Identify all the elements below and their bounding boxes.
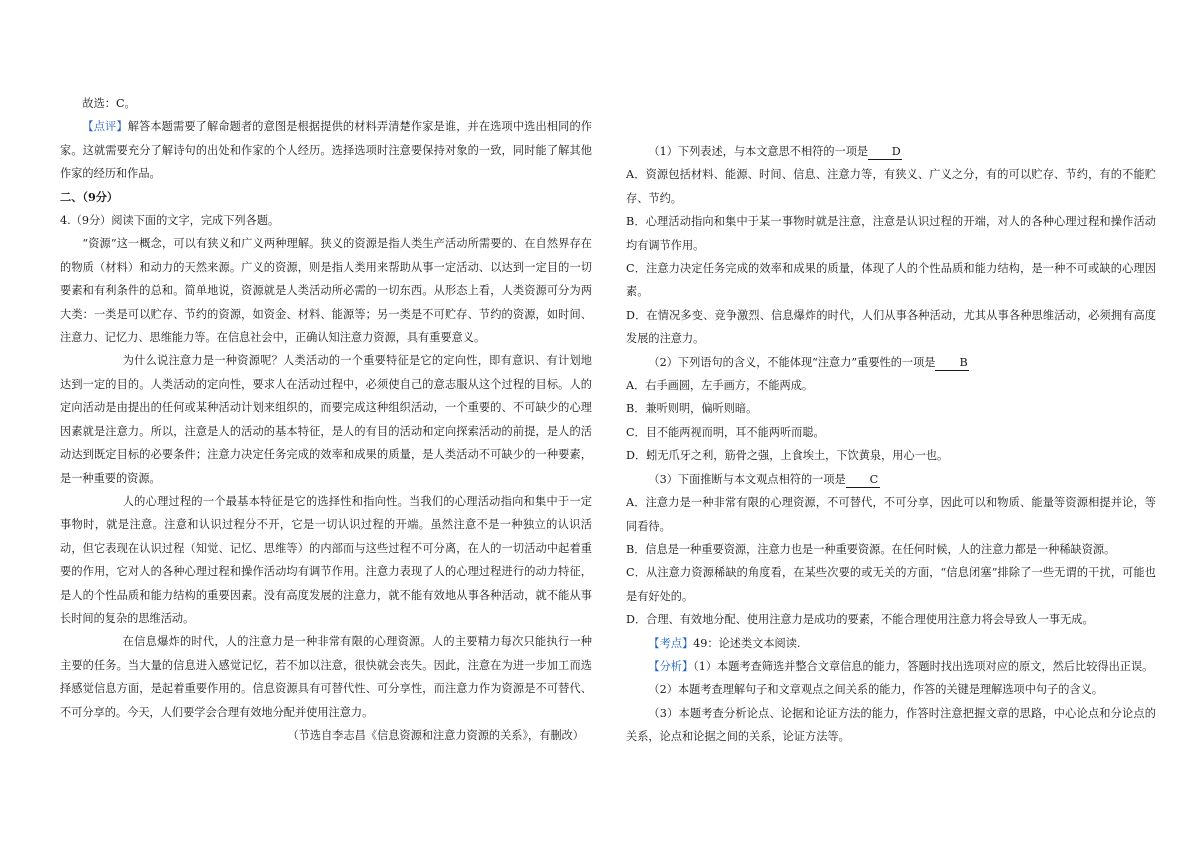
question-1-answer: D bbox=[868, 145, 902, 160]
question-2-text: （2）下列语句的含义，不能体现“注意力”重要性的一项是 bbox=[648, 355, 936, 369]
q1-option-d: D．在情况多变、竞争激烈、信息爆炸的时代，人们从事各种活动，尤其从事各种思维活动，必须拥有高度发展的注意力。 bbox=[626, 308, 1156, 346]
question-2 bbox=[626, 351, 1156, 374]
q2-option-b: B．兼听则明，偏听则暗。 bbox=[626, 402, 758, 416]
question-3-answer: C bbox=[846, 473, 880, 488]
section-heading: 二、（9分） bbox=[60, 189, 119, 204]
question-1 bbox=[626, 140, 1156, 163]
q2-option-c: C．目不能两视而明，耳不能两听而聪。 bbox=[626, 425, 825, 439]
comment-text: 解答本题需要了解命题者的意图是根据提供的材料弄清楚作家是谁，并在选项中选出相同的作家。这就需要充分了解诗句的出处和作家的个人经历。选择选项时注意要保持对象的一致，同时能了解其他作家的经历和作品。 bbox=[60, 120, 592, 181]
analysis-2: （2）本题考查理解句子和文章观点之间关系的能力，作答的关键是理解选项中句子的含义。 bbox=[648, 683, 1104, 697]
analysis-1-text: （1）本题考查筛选并整合文章信息的能力，答题时找出选项对应的原文，然后比较得出正误。 bbox=[693, 659, 1154, 673]
question-3-text: （3）下面推断与本文观点相符的一项是 bbox=[648, 472, 846, 486]
question-3 bbox=[626, 468, 1156, 491]
comment-tag: 【点评】 bbox=[82, 120, 128, 134]
analysis-3: （3）本题考查分析论点、论据和论证方法的能力，作答时注意把握文章的思路，中心论点和分论点的关系，论点和论据之间的关系，论证方法等。 bbox=[626, 706, 1156, 744]
knowledge-point-text: 49：论述类文本阅读. bbox=[693, 636, 801, 650]
q1-option-c: C．注意力决定任务完成的效率和成果的质量，体现了人的个性品质和能力结构，是一种不可或缺的心理因素。 bbox=[626, 262, 1156, 299]
q3-option-c: C．从注意力资源稀缺的角度看，在某些次要的或无关的方面，“信息闭塞”排除了一些无谓的干扰，可能也是有好处的。 bbox=[626, 566, 1156, 603]
answer-line: 故选：C。 bbox=[82, 97, 136, 110]
left-column bbox=[60, 92, 592, 747]
right-column bbox=[626, 140, 1156, 749]
comment-paragraph bbox=[60, 115, 592, 185]
q2-option-d: D．蚓无爪牙之利，筋骨之强，上食埃土，下饮黄泉，用心一也。 bbox=[626, 449, 949, 463]
knowledge-point bbox=[626, 632, 1156, 655]
q3-option-a: A．注意力是一种非常有限的心理资源，不可替代，不可分享，因此可以和物质、能量等资源相提并论，等同看待。 bbox=[626, 496, 1156, 533]
passage-paragraph-1: “资源”这一概念，可以有狭义和广义两种理解。狭义的资源是指人类生产活动所需要的、在自然界存在的物质（材料）和动力的天然来源。广义的资源，则是指人类用来帮助从事一定活动、以达到一定目的一切要素和有利条件的总和。简单地说，资源就是人类活动所必需的一切东西。从形态上看，人类资源可分为两大类：一类是可以贮存、节约的资源，如资金、材料、能源等；另一类是不可贮存、节约的资源，如时间、注意力、记忆力、思维能力等。在信息社会中，正确认知注意力资源，具有重要意义。 bbox=[60, 237, 592, 345]
q3-option-b: B．信息是一种重要资源，注意力也是一种重要资源。在任何时候，人的注意力都是一种稀缺资源。 bbox=[626, 542, 1116, 556]
passage-paragraph-3: 人的心理过程的一个最基本特征是它的选择性和指向性。当我们的心理活动指向和集中于一定事物时，就是注意。注意和认识过程分不开，它是一切认识过程的开端。虽然注意不是一种独立的认识活动，但它表现在认识过程（知觉、记忆、思维等）的内部而与这些过程不可分离，在人的一切活动中起着重要的作用，它对人的各种心理过程和操作活动均有调节作用。注意力表现了人的心理过程进行的动力特征，是人的个性品质和能力结构的重要因素。没有高度发展的注意力，就不能有效地从事各种活动，就不能从事长时间的复杂的思维活动。 bbox=[60, 494, 592, 625]
q1-option-b: B．心理活动指向和集中于某一事物时就是注意，注意是认识过程的开端，对人的各种心理过程和操作活动均有调节作用。 bbox=[626, 215, 1156, 252]
passage-source: （节选自李志昌《信息资源和注意力资源的关系》，有删改） bbox=[287, 728, 584, 742]
passage-paragraph-4: 在信息爆炸的时代，人的注意力是一种非常有限的心理资源。人的主要精力每次只能执行一种主要的任务。当大量的信息进入感觉记忆，若不加以注意，很快就会丧失。因此，注意在为进一步加工而选择感觉信息方面，是起着重要作用的。信息资源具有可替代性、可分享性，而注意力作为资源是不可替代、不可分享的。今天，人们要学会合理有效地分配并使用注意力。 bbox=[60, 635, 592, 719]
passage-paragraph-2: 为什么说注意力是一种资源呢？人类活动的一个重要特征是它的定向性，即有意识、有计划地达到一定的目的。人类活动的定向性，要求人在活动过程中，必须使自己的意志服从这个过程的目标。人的定向活动是由提出的任何或某种活动计划来组织的，而要完成这种组织活动，一个重要的、不可缺少的心理因素就是注意力。所以，注意是人的活动的基本特征，是人的有目的活动和定向探索活动的前提，是人的活动达到既定目标的必要条件；注意力决定任务完成的效率和成果的质量，是人类活动不可缺少的一种要素，是一种重要的资源。 bbox=[60, 354, 592, 485]
question-4-stem: 4.（9分）阅读下面的文字，完成下列各题。 bbox=[60, 214, 280, 228]
q2-option-a: A．右手画圆，左手画方，不能两成。 bbox=[626, 379, 814, 393]
analysis-tag: 【分析】 bbox=[648, 659, 694, 673]
question-1-text: （1）下列表述，与本文意思不相符的一项是 bbox=[648, 145, 869, 158]
q1-option-a: A．资源包括材料、能源、时间、信息、注意力等，有狭义、广义之分，有的可以贮存、节约，有的不能贮存、节约。 bbox=[626, 168, 1156, 205]
q3-option-d: D．合理、有效地分配、使用注意力是成功的要素，不能合理使用注意力将会导致人一事无成。 bbox=[626, 613, 1094, 627]
knowledge-point-tag: 【考点】 bbox=[648, 636, 694, 650]
question-2-answer: B bbox=[935, 356, 969, 371]
analysis-1 bbox=[626, 655, 1156, 678]
